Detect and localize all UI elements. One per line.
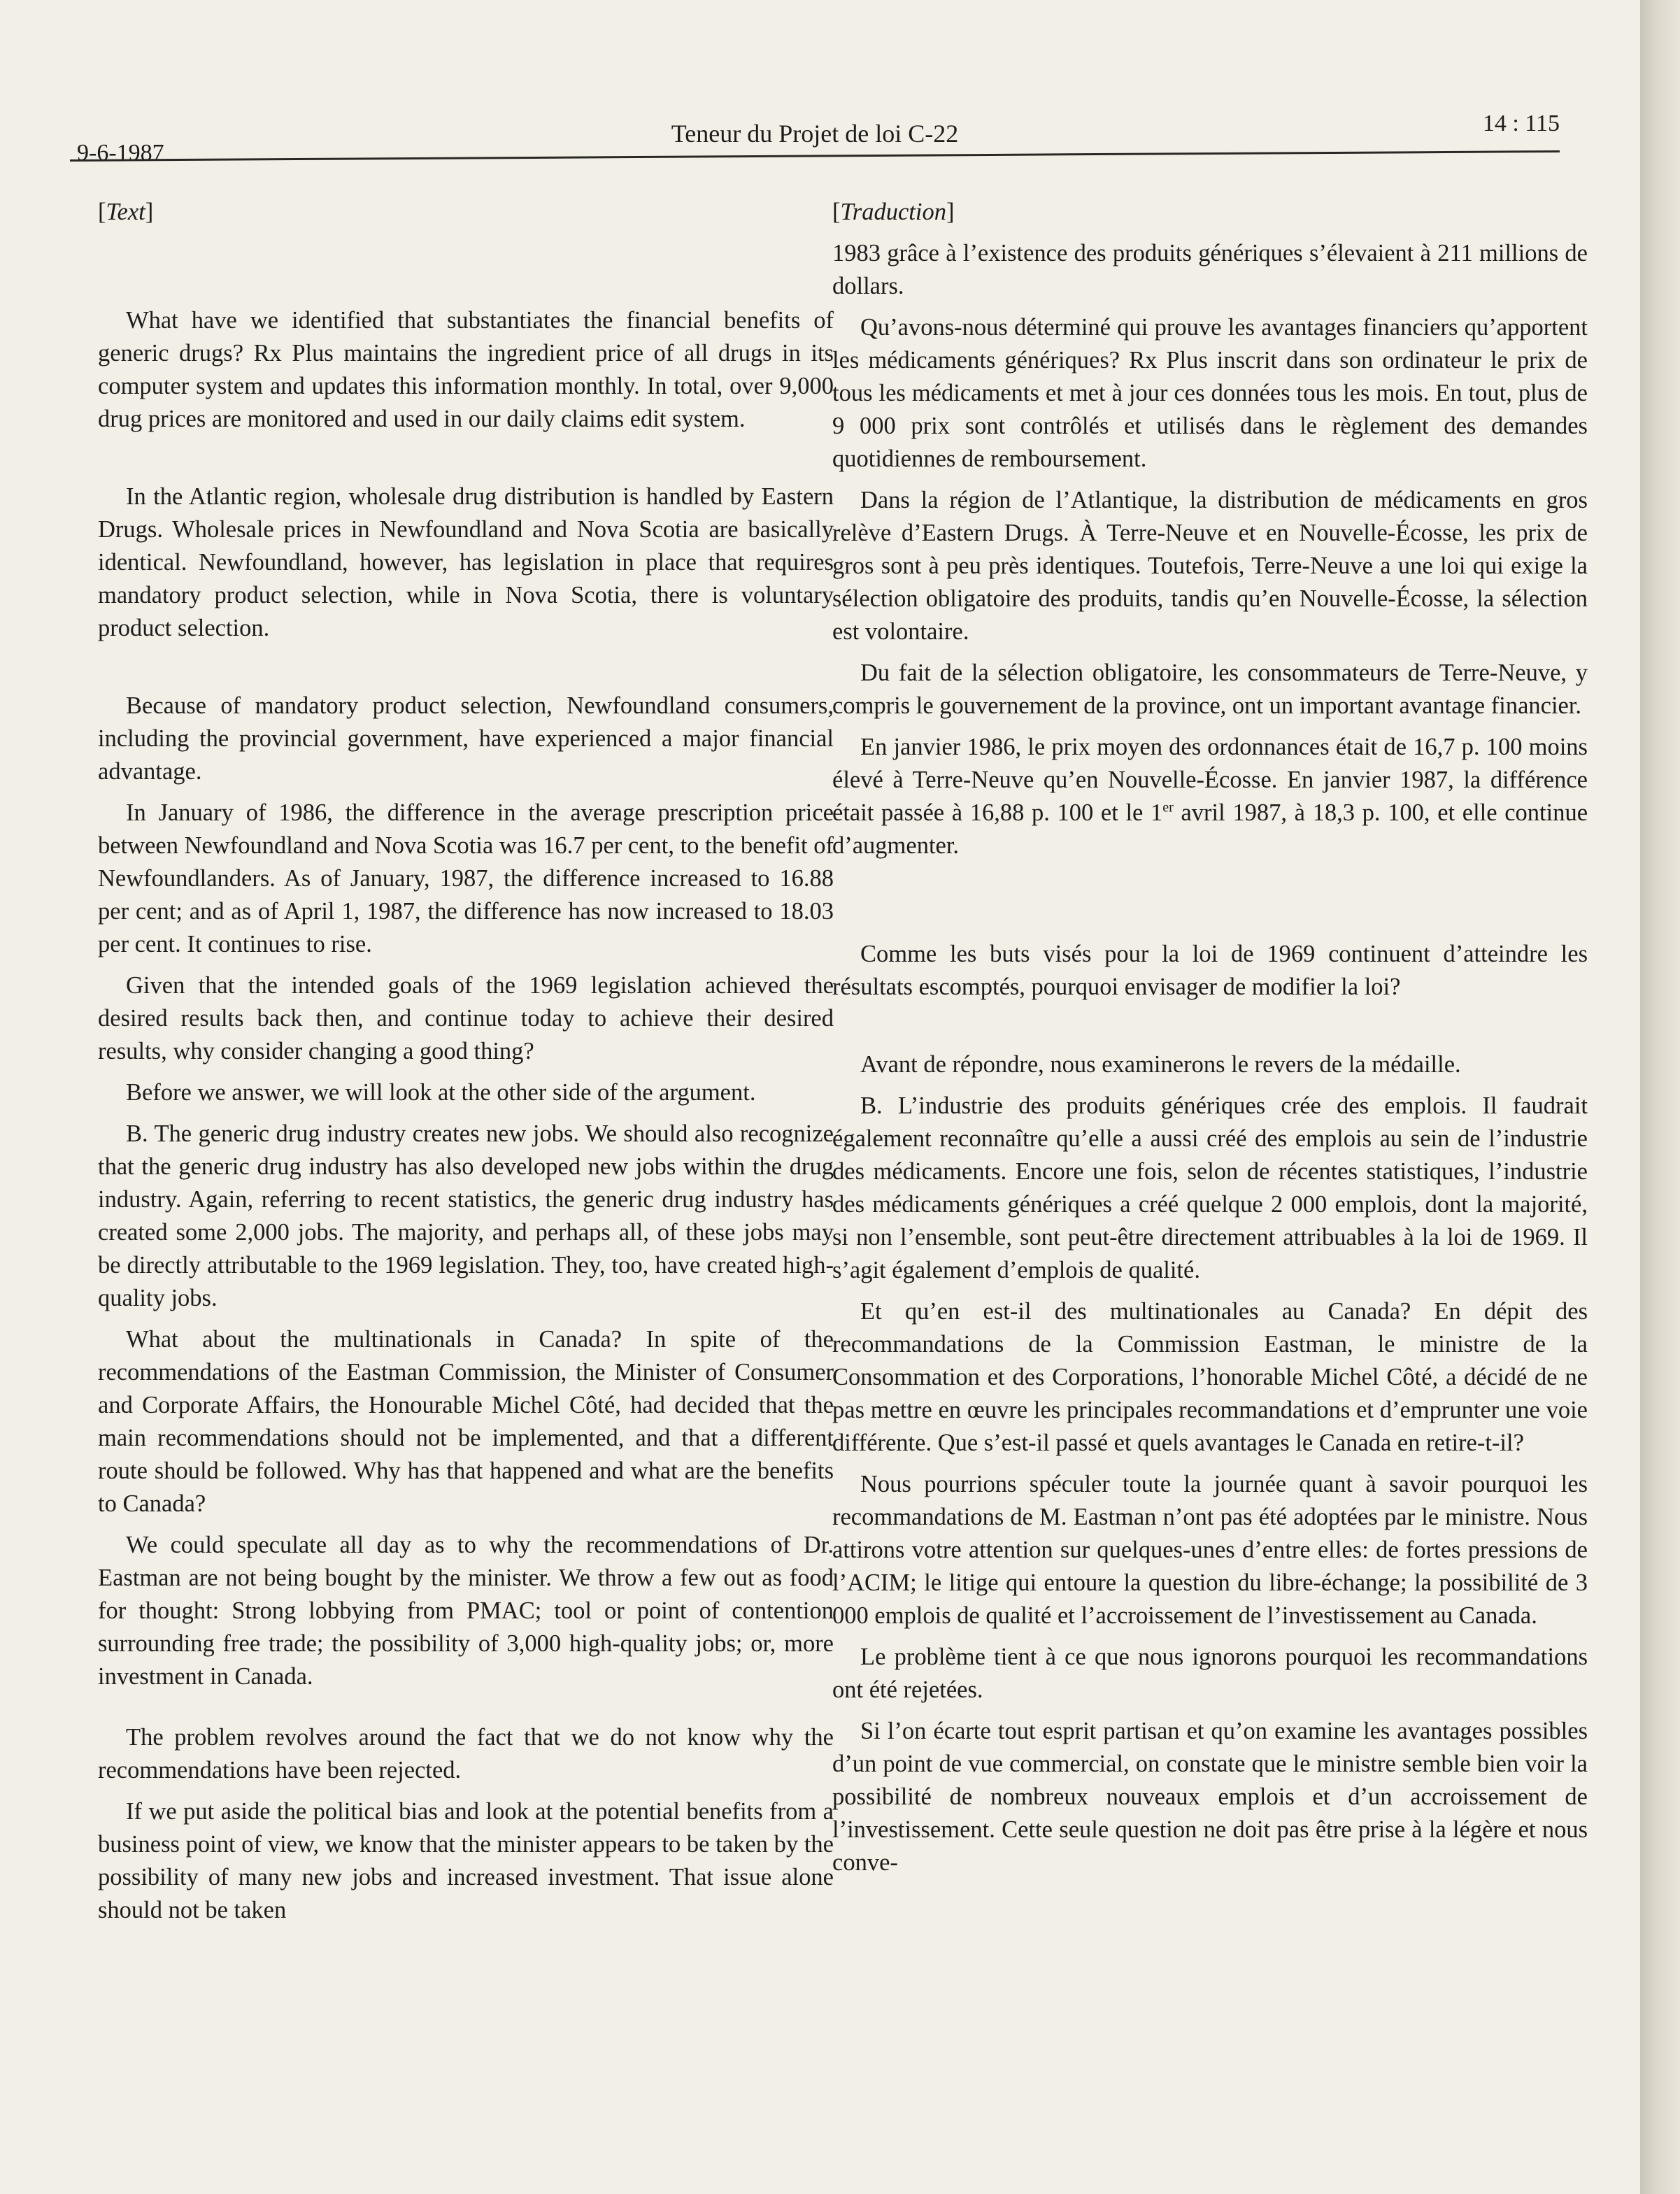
french-paragraph: Avant de répondre, nous examinerons le revers de la médaille. <box>860 1051 1461 1078</box>
french-paragraph: Si l’on écarte tout esprit partisan et qu’on examine les avantages possibles d’un point de vue commercial, on constate que le ministre semble bien voir la possibilité de nombreux nouveaux emplois et d’un accroissement de l’investissement. Cette seule question ne doit pas être prise à la légère et nous conve- <box>832 1718 1588 1876</box>
french-paragraph: Du fait de la sélection obligatoire, les consommateurs de Terre-Neuve, y compris le gouvernement de la province, ont un important avantage financier. <box>832 660 1588 719</box>
french-paragraph: Et qu’en est-il des multinationales au Canada? En dépit des recommandations de la Commission Eastman, le ministre de la Consommation et des Corporations, l’honorable Michel Côté, a décidé de ne pas mettre en œuvre les principales recommandations et d’emprunter une voie différente. Que s’est-il passé et quels avantages le Canada en retire-t-il? <box>832 1298 1588 1456</box>
french-paragraph: Comme les buts visés pour la loi de 1969 continuent d’atteindre les résultats escomptés, pourquoi envisager de modifier la loi? <box>832 941 1588 1000</box>
english-paragraph: What have we identified that substantiates the financial benefits of generic drugs? Rx Plus maintains the ingredient price of all drugs in its computer system and updates this information monthly. In total, over 9,000 drug prices are monitored and used in our daily claims edit system. <box>98 307 834 432</box>
english-paragraph: In January of 1986, the difference in the average prescription price between Newfoundland and Nova Scotia was 16.7 per cent, to the benefit of Newfoundlanders. As of January, 1987, the difference increased to 16.88 per cent; and as of April 1, 1987, the difference has now increased to 18.03 per cent. It continues to rise. <box>98 799 834 957</box>
french-paragraph: 1983 grâce à l’existence des produits génériques s’élevaient à 211 millions de dollars. <box>832 240 1588 299</box>
english-paragraph: B. The generic drug industry creates new jobs. We should also recognize that the generic drug industry has also developed new jobs within the drug industry. Again, referring to recent statistics, the generic drug industry has created some 2,000 jobs. The majority, and perhaps all, of these jobs may be directly attributable to the 1969 legislation. They, too, have created high-quality jobs. <box>98 1120 834 1311</box>
french-paragraph: Nous pourrions spéculer toute la journée quant à savoir pourquoi les recommandations de M. Eastman n’ont pas été adoptées par le ministre. Nous attirons votre attention sur quelques-unes d’entre elles: de fortes pressions de l’ACIM; le litige qui entoure la question du libre-échange; la possibilité de 3 000 emplois de qualité et l’accroissement de l’investissement au Canada. <box>832 1471 1588 1629</box>
english-paragraph: The problem revolves around the fact that we do not know why the recommendations have been rejected. <box>98 1724 834 1783</box>
english-paragraph: If we put aside the political bias and look at the potential benefits from a business point of view, we know that the minister appears to be taken by the possibility of many new jobs and increased investment. That issue alone should not be taken <box>98 1798 834 1923</box>
french-superscript: er <box>1162 799 1174 815</box>
english-paragraph: We could speculate all day as to why the recommendations of Dr. Eastman are not being bought by the minister. We throw a few out as food for thought: Strong lobbying from PMAC; tool or point of contention surrounding free trade; the possibility of 3,000 high-quality jobs; or, more investment in Canada. <box>98 1532 834 1690</box>
french-paragraph-text: En janvier 1986, le prix moyen des ordonnances était de 16,7 p. 100 moins élevé à Terre-Neuve qu’en Nouvelle-Écosse. En janvier 1987, la différence était passée à 16,88 p. 100 et le 1 <box>832 734 1588 826</box>
french-paragraph: B. L’industrie des produits génériques crée des emplois. Il faudrait également reconnaître qu’elle a aussi créé des emplois au sein de l’industrie des médicaments. Encore une fois, selon de récentes statistiques, l’industrie des médicaments génériques a créé quelque 2 000 emplois, dont la majorité, si non l’ensemble, sont peut-être directement attribuables à la loi de 1969. Il s’agit également d’emplois de qualité. <box>832 1092 1588 1283</box>
english-paragraph: Given that the intended goals of the 1969 legislation achieved the desired results back then, and continue today to achieve their desired results, why consider changing a good thing? <box>98 972 834 1064</box>
french-tag: [ Traduction ] <box>832 196 1588 229</box>
english-paragraph: Before we answer, we will look at the other side of the argument. <box>126 1079 756 1106</box>
french-paragraph-tail: avril 1987, à 18,3 p. 100, et elle continue d’augmenter. <box>832 799 1588 859</box>
english-paragraph: Because of mandatory product selection, Newfoundland consumers, including the provincial government, have experienced a major financial advantage. <box>98 692 834 785</box>
english-column <box>98 196 834 1935</box>
french-column <box>832 196 1588 1888</box>
french-paragraph: Dans la région de l’Atlantique, la distribution de médicaments en gros relève d’Eastern Drugs. À Terre-Neuve et en Nouvelle-Écosse, les prix de gros sont à peu près identiques. Toutefois, Terre-Neuve a une loi qui exige la sélection obligatoire des produits, tandis qu’en Nouvelle-Écosse, la sélection est volontaire. <box>832 487 1588 645</box>
french-paragraph <box>832 731 1588 862</box>
english-tag: [ Text ] <box>98 196 834 229</box>
french-paragraph: Qu’avons-nous déterminé qui prouve les avantages financiers qu’apportent les médicaments génériques? Rx Plus inscrit dans son ordinateur le prix de tous les médicaments et met à jour ces données tous les mois. En tout, plus de 9 000 prix sont contrôlés et utilisés dans le règlement des demandes quotidiennes de remboursement. <box>832 314 1588 472</box>
header-title: Teneur du Projet de loi C-22 <box>671 120 959 148</box>
english-paragraph: What about the multinationals in Canada? In spite of the recommendations of the Eastman Commission, the Minister of Consumer and Corporate Affairs, the Honourable Michel Côté, had decided that the main recommendations should not be implemented, and that a different route should be followed. Why has that happened and what are the benefits to Canada? <box>98 1326 834 1517</box>
english-paragraph: In the Atlantic region, wholesale drug distribution is handled by Eastern Drugs. Wholesale prices in Newfoundland and Nova Scotia are basically identical. Newfoundland, however, has legislation in place that requires mandatory product selection, while in Nova Scotia, there is voluntary product selection. <box>98 483 834 641</box>
french-paragraph: Le problème tient à ce que nous ignorons pourquoi les recommandations ont été rejetées. <box>832 1644 1588 1703</box>
header-date: 9-6-1987 <box>77 140 164 166</box>
page-edge <box>1640 0 1680 2194</box>
header-page-number: 14 : 115 <box>1482 111 1560 136</box>
